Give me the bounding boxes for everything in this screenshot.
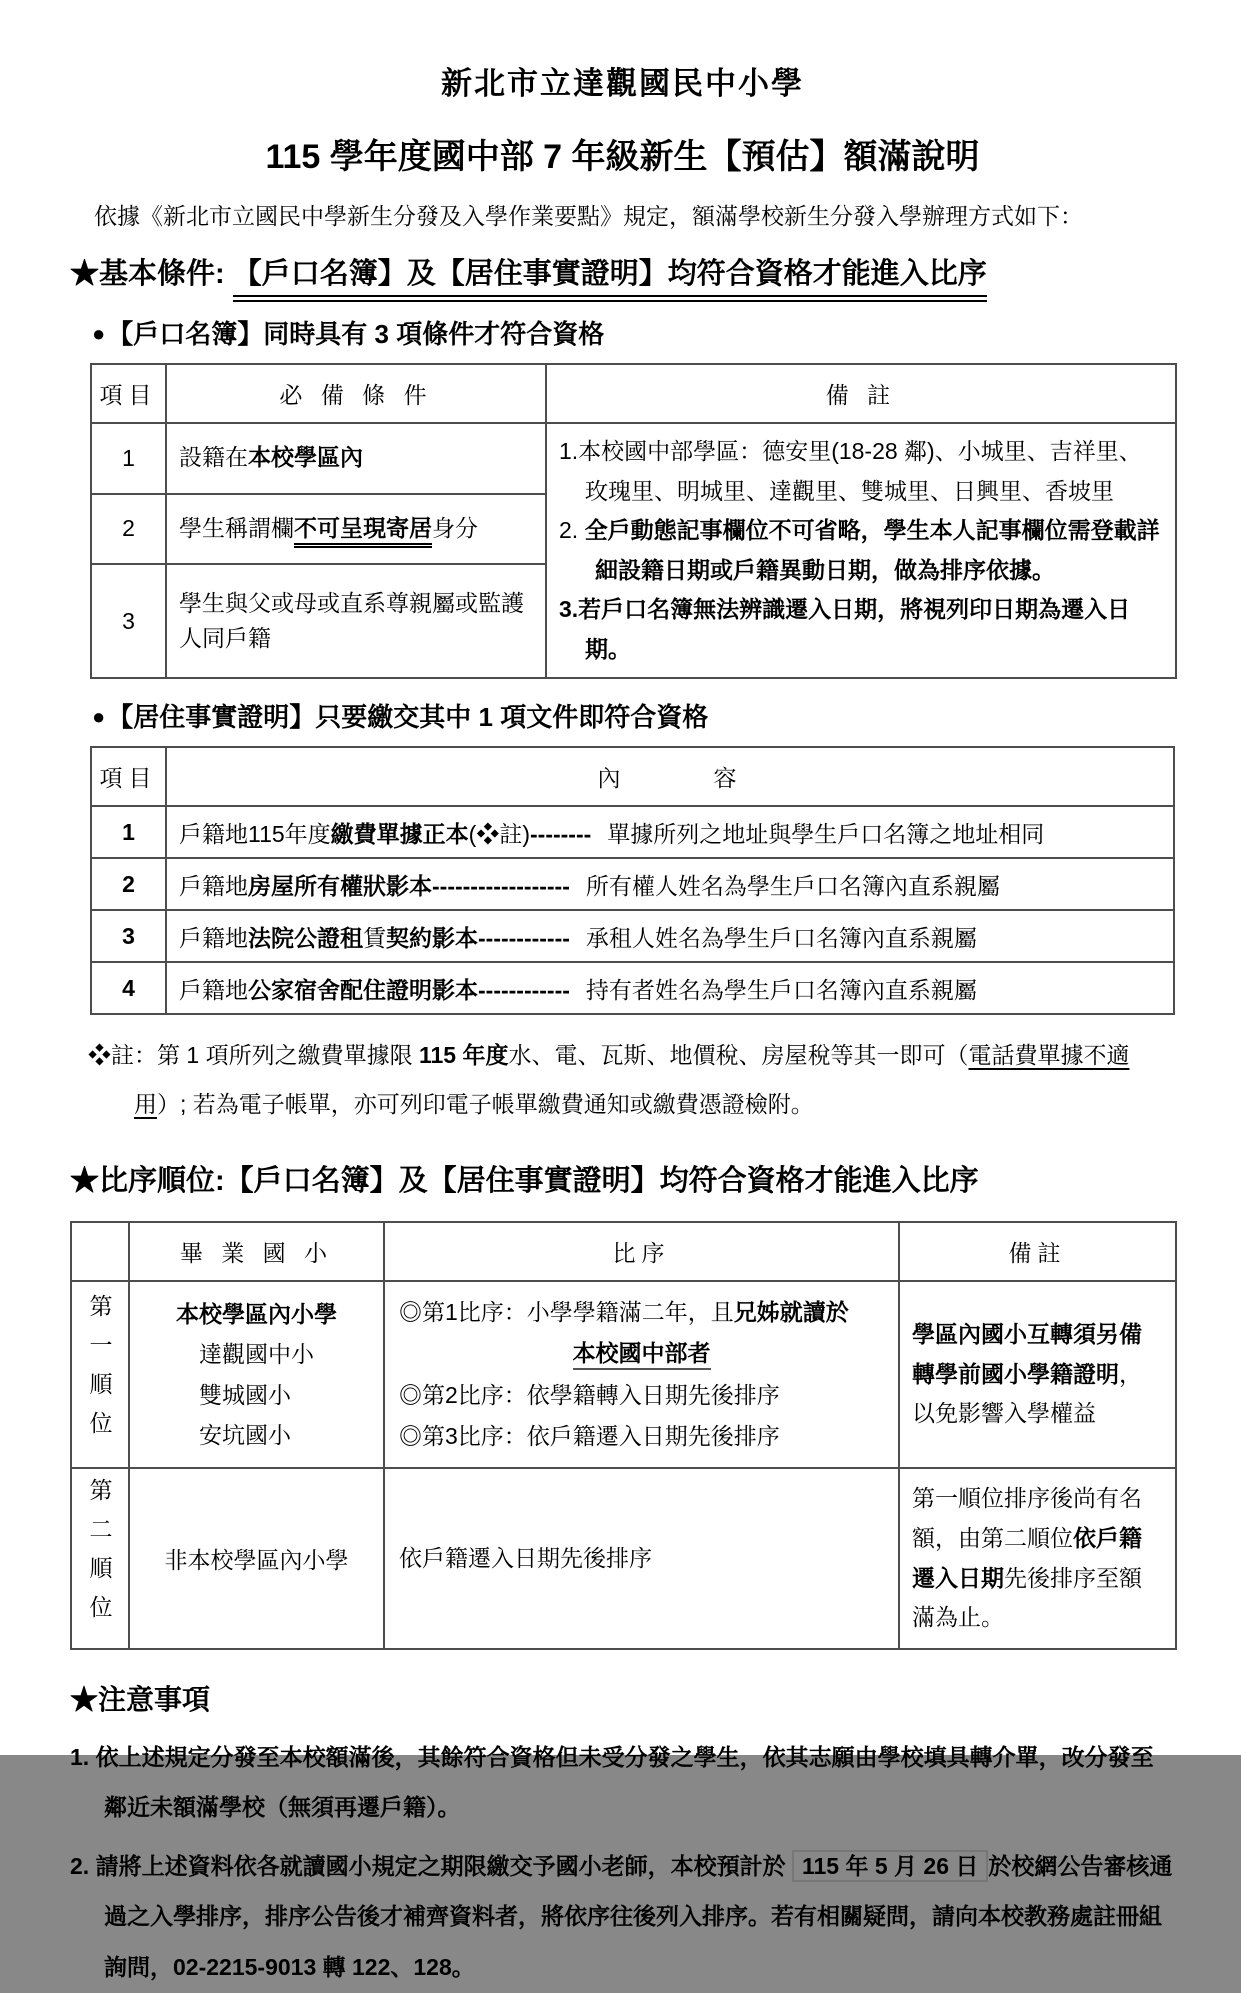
school-group-label: 本校學區內小學: [176, 1301, 337, 1328]
notice-text: 於校網公告審核通過之入學排序，排序公告後才補齊資料者，將依序往後列入排序。若有相關疑問，請向本校教務處註冊組詢問，02-2215-9013 轉 122、128。: [104, 1852, 1173, 1980]
condition-text: 身分: [432, 515, 478, 541]
row-number: 1: [91, 806, 166, 858]
col-header-item: 項目: [91, 747, 166, 806]
row-number: 3: [91, 564, 166, 678]
household-heading-text: 【戶口名簿】同時具有 3 項條件才符合資格: [107, 319, 605, 349]
col-header-content: 內 容: [166, 747, 1174, 806]
content-cell: [166, 858, 1174, 910]
note-text: 第一順位排序後尚有名額，由第二順位: [912, 1485, 1142, 1551]
notices-heading-text: 注意事項: [98, 1683, 211, 1715]
footnote-text: 註：第 1 項所列之繳費單據限: [111, 1042, 419, 1069]
notice-item-1: [70, 1732, 1175, 1833]
deadline-date-box: 115 年 5 月 26 日: [792, 1850, 988, 1882]
note-text: 全戶動態記事欄位不可省略，學生本人記事欄位需登載詳細設籍日期或戶籍異動日期，做為排序依據。: [584, 517, 1160, 583]
sequence-2: ◎第2比序：依學籍轉入日期先後排序: [399, 1381, 780, 1408]
sequence-1-continued: [399, 1333, 884, 1374]
content-text: (❖註): [468, 820, 530, 847]
content-bold-text: 公家宿舍配住證明影本: [248, 976, 478, 1003]
diamond-note-icon: ❖: [88, 1042, 111, 1069]
schools-cell: [129, 1281, 384, 1469]
school-name: 新北市立達觀國民中小學: [441, 66, 804, 101]
rank-label: 第一順位: [86, 1293, 113, 1450]
note-label: 2.: [559, 517, 585, 544]
star-icon: ★: [70, 258, 100, 290]
content-description: 承租人姓名為學生戶口名簿內直系親屬: [585, 924, 977, 951]
document-title: 115 學年度國中部 7 年級新生【預估】額滿說明: [265, 138, 980, 176]
condition-bold-underlined-text: 不可呈現寄居: [294, 515, 432, 548]
footnote-text: ）; 若為電子帳單，亦可列印電子帳單繳費通知或繳費憑證檢附。: [157, 1090, 814, 1117]
order-cell: 依戶籍遷入日期先後排序: [384, 1468, 899, 1648]
condition-cell: [166, 423, 546, 494]
content-text: 戶籍地: [179, 976, 248, 1003]
star-icon: ★: [70, 1164, 100, 1197]
note-item-1: [559, 432, 1163, 511]
household-register-table: [90, 363, 1177, 679]
footnote-text: 水、電、瓦斯、地價稅、房屋稅等其一即可（: [508, 1042, 969, 1069]
notice-text: 請將上述資料依各就讀國小規定之期限繳交予國小老師，本校預計於: [95, 1852, 792, 1879]
note-text: 德安里(18-28 鄰)、小城里、吉祥里、玫瑰里、明城里、達觀里、雙城里、日興里、香坡里: [585, 438, 1142, 504]
dash-leader: --------: [530, 820, 592, 847]
school-list: [199, 1334, 314, 1455]
row-number: 4: [91, 962, 166, 1014]
school-name-item: 雙城國小: [199, 1381, 291, 1408]
table-row: [91, 910, 1174, 962]
content-description: 持有者姓名為學生戶口名簿內直系親屬: [585, 976, 977, 1003]
content-description: 所有權人姓名為學生戶口名簿內直系親屬: [585, 872, 1000, 899]
content-text: 戶籍地: [179, 924, 248, 951]
note-cell: [899, 1468, 1176, 1648]
content-text: 賃: [363, 924, 386, 951]
notice-number: 1.: [70, 1743, 96, 1770]
priority-order-table: [70, 1221, 1177, 1650]
notice-item-2: [70, 1841, 1175, 1993]
fee-receipt-footnote: [88, 1031, 1175, 1128]
rank-cell: [71, 1468, 129, 1648]
schools-cell: 非本校學區內小學: [129, 1468, 384, 1648]
content-text: 戶籍地: [179, 872, 248, 899]
table-row: [91, 806, 1174, 858]
first-priority-row: [71, 1281, 1176, 1469]
priority-heading-text: 比序順位:【戶口名簿】及【居住事實證明】均符合資格才能進入比序: [99, 1164, 979, 1197]
condition-bold-text: 本校學區內: [248, 444, 363, 471]
table-header-row: [91, 364, 1176, 423]
table-header-row: [91, 747, 1174, 806]
condition-cell: [166, 564, 546, 678]
intro-text: 依據《新北市立國民中學新生分發及入學作業要點》規定，額滿學校新生分發入學辦理方式如下：: [94, 203, 1083, 229]
col-header-item: 項目: [91, 364, 166, 423]
content-cell: [166, 806, 1174, 858]
sequence-3: ◎第3比序：依戶籍遷入日期先後排序: [399, 1423, 780, 1450]
note-cell: [899, 1281, 1176, 1469]
footnote-bold-text: 115 年度: [418, 1042, 509, 1069]
residence-heading-text: 【居住事實證明】只要繳交其中 1 項文件即符合資格: [107, 702, 709, 733]
col-header-note: 備 註: [546, 364, 1176, 423]
condition-text: 設籍在: [179, 444, 248, 471]
residence-proof-table: [90, 746, 1175, 1015]
col-header-order: 比序: [384, 1222, 899, 1281]
content-description: 單據所列之地址與學生戶口名簿之地址相同: [607, 820, 1045, 847]
dash-leader: ------------: [478, 924, 570, 951]
section-notices: [70, 1678, 1175, 1718]
second-priority-row: [71, 1468, 1176, 1648]
content-text: 戶籍地115年度: [179, 820, 331, 847]
content-cell: [166, 910, 1174, 962]
note-text: ，以免影響入學權益: [912, 1360, 1142, 1427]
school-name-item: 達觀國中小: [199, 1341, 314, 1368]
footnote-underlined-text: 電話費單據不適用: [134, 1042, 1130, 1117]
bullet-icon: ●: [92, 704, 106, 730]
row-number: 2: [91, 858, 166, 910]
note-label: 1.本校國中部學區：: [559, 438, 763, 464]
sequence-bold-text: 兄姊就讀於: [733, 1298, 849, 1325]
note-bold-text: 學區內國小互轉須另備轉學前國小學籍證明: [912, 1321, 1142, 1387]
note-item-2: [559, 511, 1163, 590]
dash-leader: ------------: [478, 976, 570, 1003]
residence-proof-heading: [92, 697, 1175, 734]
school-name-item: 安坑國小: [199, 1421, 291, 1448]
basic-label: 基本條件:: [99, 258, 233, 290]
row-number: 1: [91, 423, 166, 494]
note-text: 先後排序至額滿為止。: [912, 1564, 1142, 1631]
notice-text: 依上述規定分發至本校額滿後，其餘符合資格但未受分發之學生，依其志願由學校填具轉介單，改分發至鄰近未額滿學校（無須再遷戶籍）。: [95, 1743, 1154, 1821]
dash-leader: ------------------: [432, 872, 570, 899]
content-bold-text: 契約影本: [386, 924, 478, 951]
notice-number: 2.: [70, 1852, 96, 1879]
col-header-note: 備註: [899, 1222, 1176, 1281]
condition-text: 學生稱謂欄: [179, 515, 294, 541]
condition-text: 學生與父或母或直系尊親屬或監護人同戶籍: [179, 589, 524, 652]
household-register-heading: [92, 314, 1175, 351]
row-number: 2: [91, 494, 166, 565]
content-bold-text: 繳費單據正本: [330, 820, 469, 847]
order-cell: [384, 1281, 899, 1469]
col-header-school: 畢 業 國 小: [129, 1222, 384, 1281]
rank-label: 第二順位: [86, 1477, 113, 1634]
sequence-1: [399, 1292, 884, 1333]
section-priority-order: [70, 1158, 1175, 1199]
table-row: [91, 423, 1176, 494]
section-basic-conditions: [70, 251, 1175, 292]
note-item-3: 3.若戶口名簿無法辨識遷入日期，將視列印日期為遷入日期。: [559, 596, 1131, 662]
condition-cell: [166, 494, 546, 565]
col-header-rank: [71, 1222, 129, 1281]
table-row: [91, 858, 1174, 910]
col-header-condition: 必 備 條 件: [166, 364, 546, 423]
sequence-underlined-text: 本校國中部者: [573, 1340, 711, 1370]
star-icon: ★: [70, 1683, 99, 1715]
content-bold-text: 房屋所有權狀影本: [248, 872, 432, 899]
content-cell: [166, 962, 1174, 1014]
basic-underlined-text: 【戶口名簿】及【居住事實證明】均符合資格才能進入比序: [233, 258, 987, 302]
table-row: [91, 962, 1174, 1014]
note-bold-text: 依戶籍遷入日期: [912, 1524, 1142, 1591]
sequence-text: ◎第1比序：小學學籍滿二年，且: [399, 1298, 734, 1325]
bullet-icon: ●: [92, 321, 106, 346]
notes-cell: [546, 423, 1176, 678]
rank-cell: [71, 1281, 129, 1469]
table-header-row: [71, 1222, 1176, 1281]
content-bold-text: 法院公證租: [248, 924, 363, 951]
row-number: 3: [91, 910, 166, 962]
